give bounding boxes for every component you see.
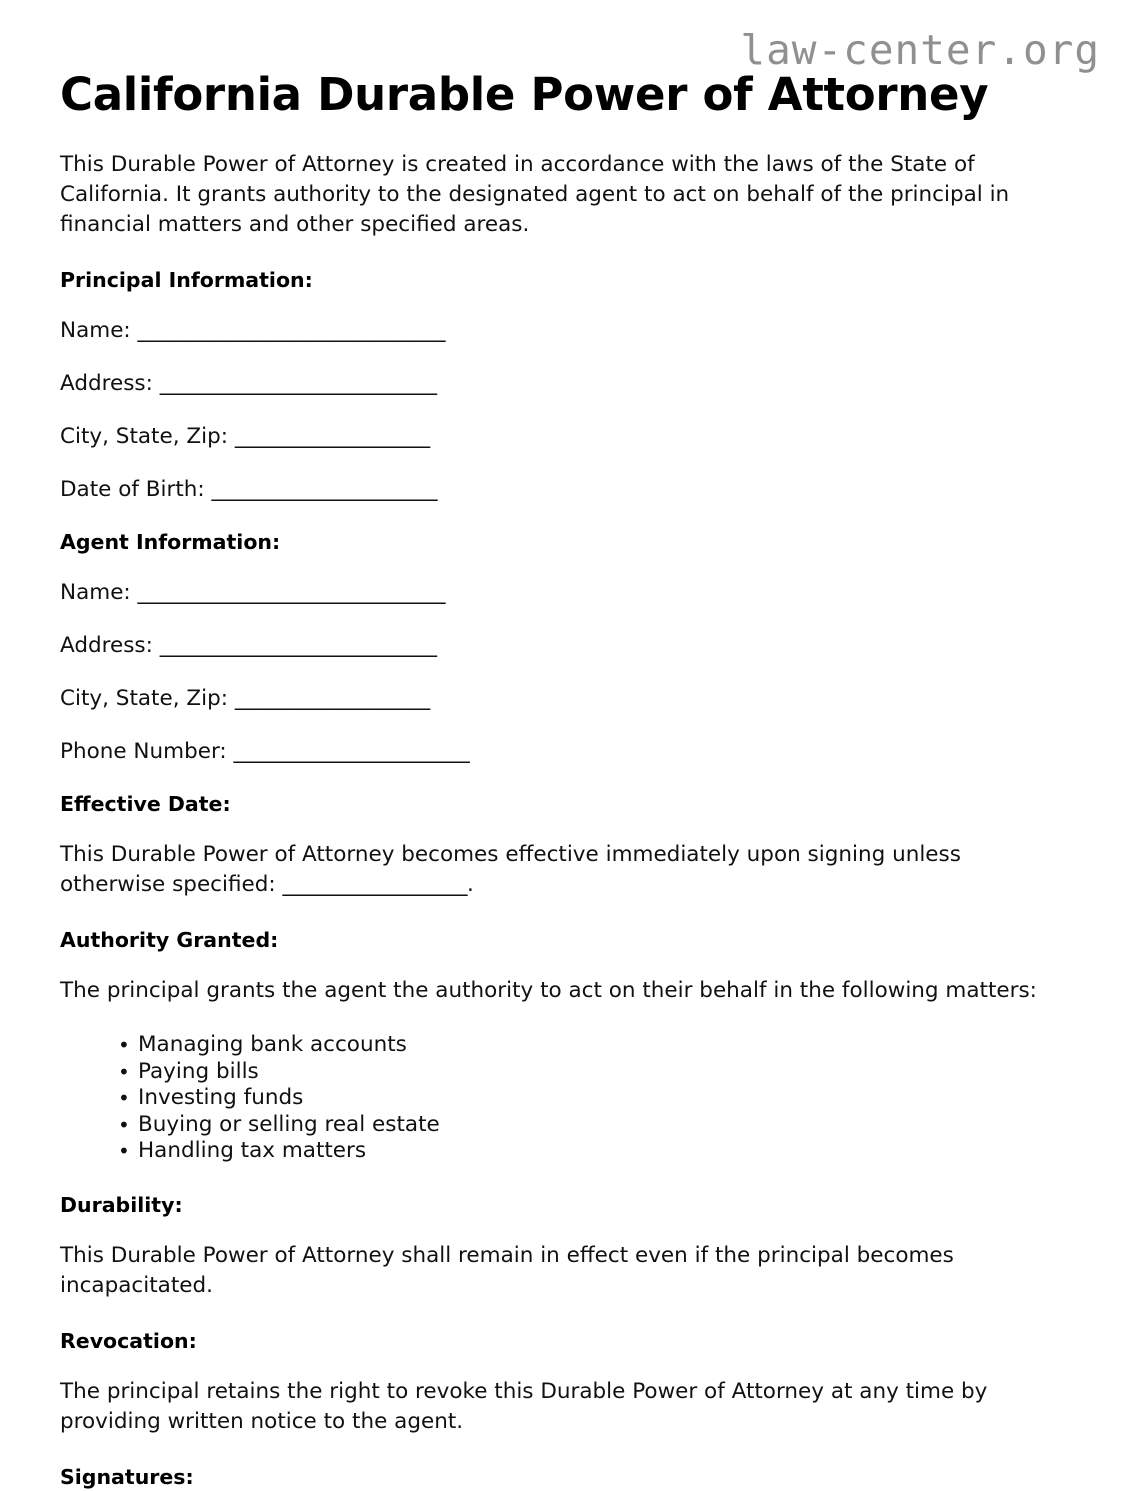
field-label: Phone Number: [60, 739, 234, 765]
field-label: Name: [60, 580, 138, 606]
field-agent-name [60, 578, 1073, 608]
field-blank-line[interactable]: ______________________________ [137, 580, 446, 606]
field-blank-line[interactable]: ___________________________ [159, 371, 437, 397]
effective-date-text-after: . [466, 872, 474, 898]
page-title: California Durable Power of Attorney [60, 68, 989, 121]
list-item: • Paying bills [118, 1059, 1073, 1086]
effective-date-paragraph [60, 840, 1073, 900]
field-blank-line[interactable]: _______________________ [233, 739, 470, 765]
list-item: • Handling tax matters [118, 1138, 1073, 1165]
field-label: City, State, Zip: [60, 686, 235, 712]
field-blank-line[interactable]: ______________________________ [137, 318, 446, 344]
section-heading-principal-information: Principal Information: [60, 268, 313, 293]
field-agent-address [60, 631, 1073, 661]
field-principal-city-state-zip [60, 422, 1073, 452]
section-heading-effective-date: Effective Date: [60, 792, 231, 817]
revocation-paragraph: The principal retains the right to revoke this Durable Power of Attorney at any time by providing written notice to the agent. [60, 1378, 988, 1434]
field-agent-phone-number [60, 737, 1073, 767]
list-item: • Managing bank accounts [118, 1032, 1073, 1059]
authority-intro-paragraph: The principal grants the agent the authority to act on their behalf in the following matters: [60, 978, 1037, 1004]
field-agent-city-state-zip [60, 684, 1073, 714]
field-label: Date of Birth: [60, 477, 212, 503]
section-heading-agent-information: Agent Information: [60, 530, 281, 555]
section-heading-authority-granted: Authority Granted: [60, 928, 279, 953]
field-label: Name: [60, 318, 138, 344]
list-item: • Buying or selling real estate [118, 1112, 1073, 1139]
field-blank-line[interactable]: ______________________ [211, 477, 437, 503]
effective-date-text-before: This Durable Power of Attorney becomes effective immediately upon signing unless otherwise specified: [60, 842, 961, 898]
authority-list [60, 1032, 1073, 1165]
section-heading-durability: Durability: [60, 1192, 183, 1217]
site-watermark: law-center.org [740, 26, 1100, 74]
intro-paragraph: This Durable Power of Attorney is created in accordance with the laws of the State of California. It grants authority to the designated agent to act on behalf of the principal in financial matters and other specified areas. [60, 152, 1010, 238]
field-principal-name [60, 316, 1073, 346]
field-principal-date-of-birth [60, 475, 1073, 505]
field-label: Address: [60, 633, 160, 659]
durability-paragraph: This Durable Power of Attorney shall remain in effect even if the principal becomes incapacitated. [60, 1242, 954, 1298]
list-item: • Investing funds [118, 1085, 1073, 1112]
field-principal-address [60, 369, 1073, 399]
field-blank-line[interactable]: ___________________ [234, 686, 430, 712]
document-content [60, 70, 1073, 1491]
section-heading-signatures: Signatures: [60, 1464, 194, 1489]
field-blank-line[interactable]: ___________________ [234, 424, 430, 450]
field-label: City, State, Zip: [60, 424, 235, 450]
effective-date-blank-line[interactable]: __________________ [282, 872, 467, 898]
field-blank-line[interactable]: ___________________________ [159, 633, 437, 659]
field-label: Address: [60, 371, 160, 397]
section-heading-revocation: Revocation: [60, 1328, 197, 1353]
